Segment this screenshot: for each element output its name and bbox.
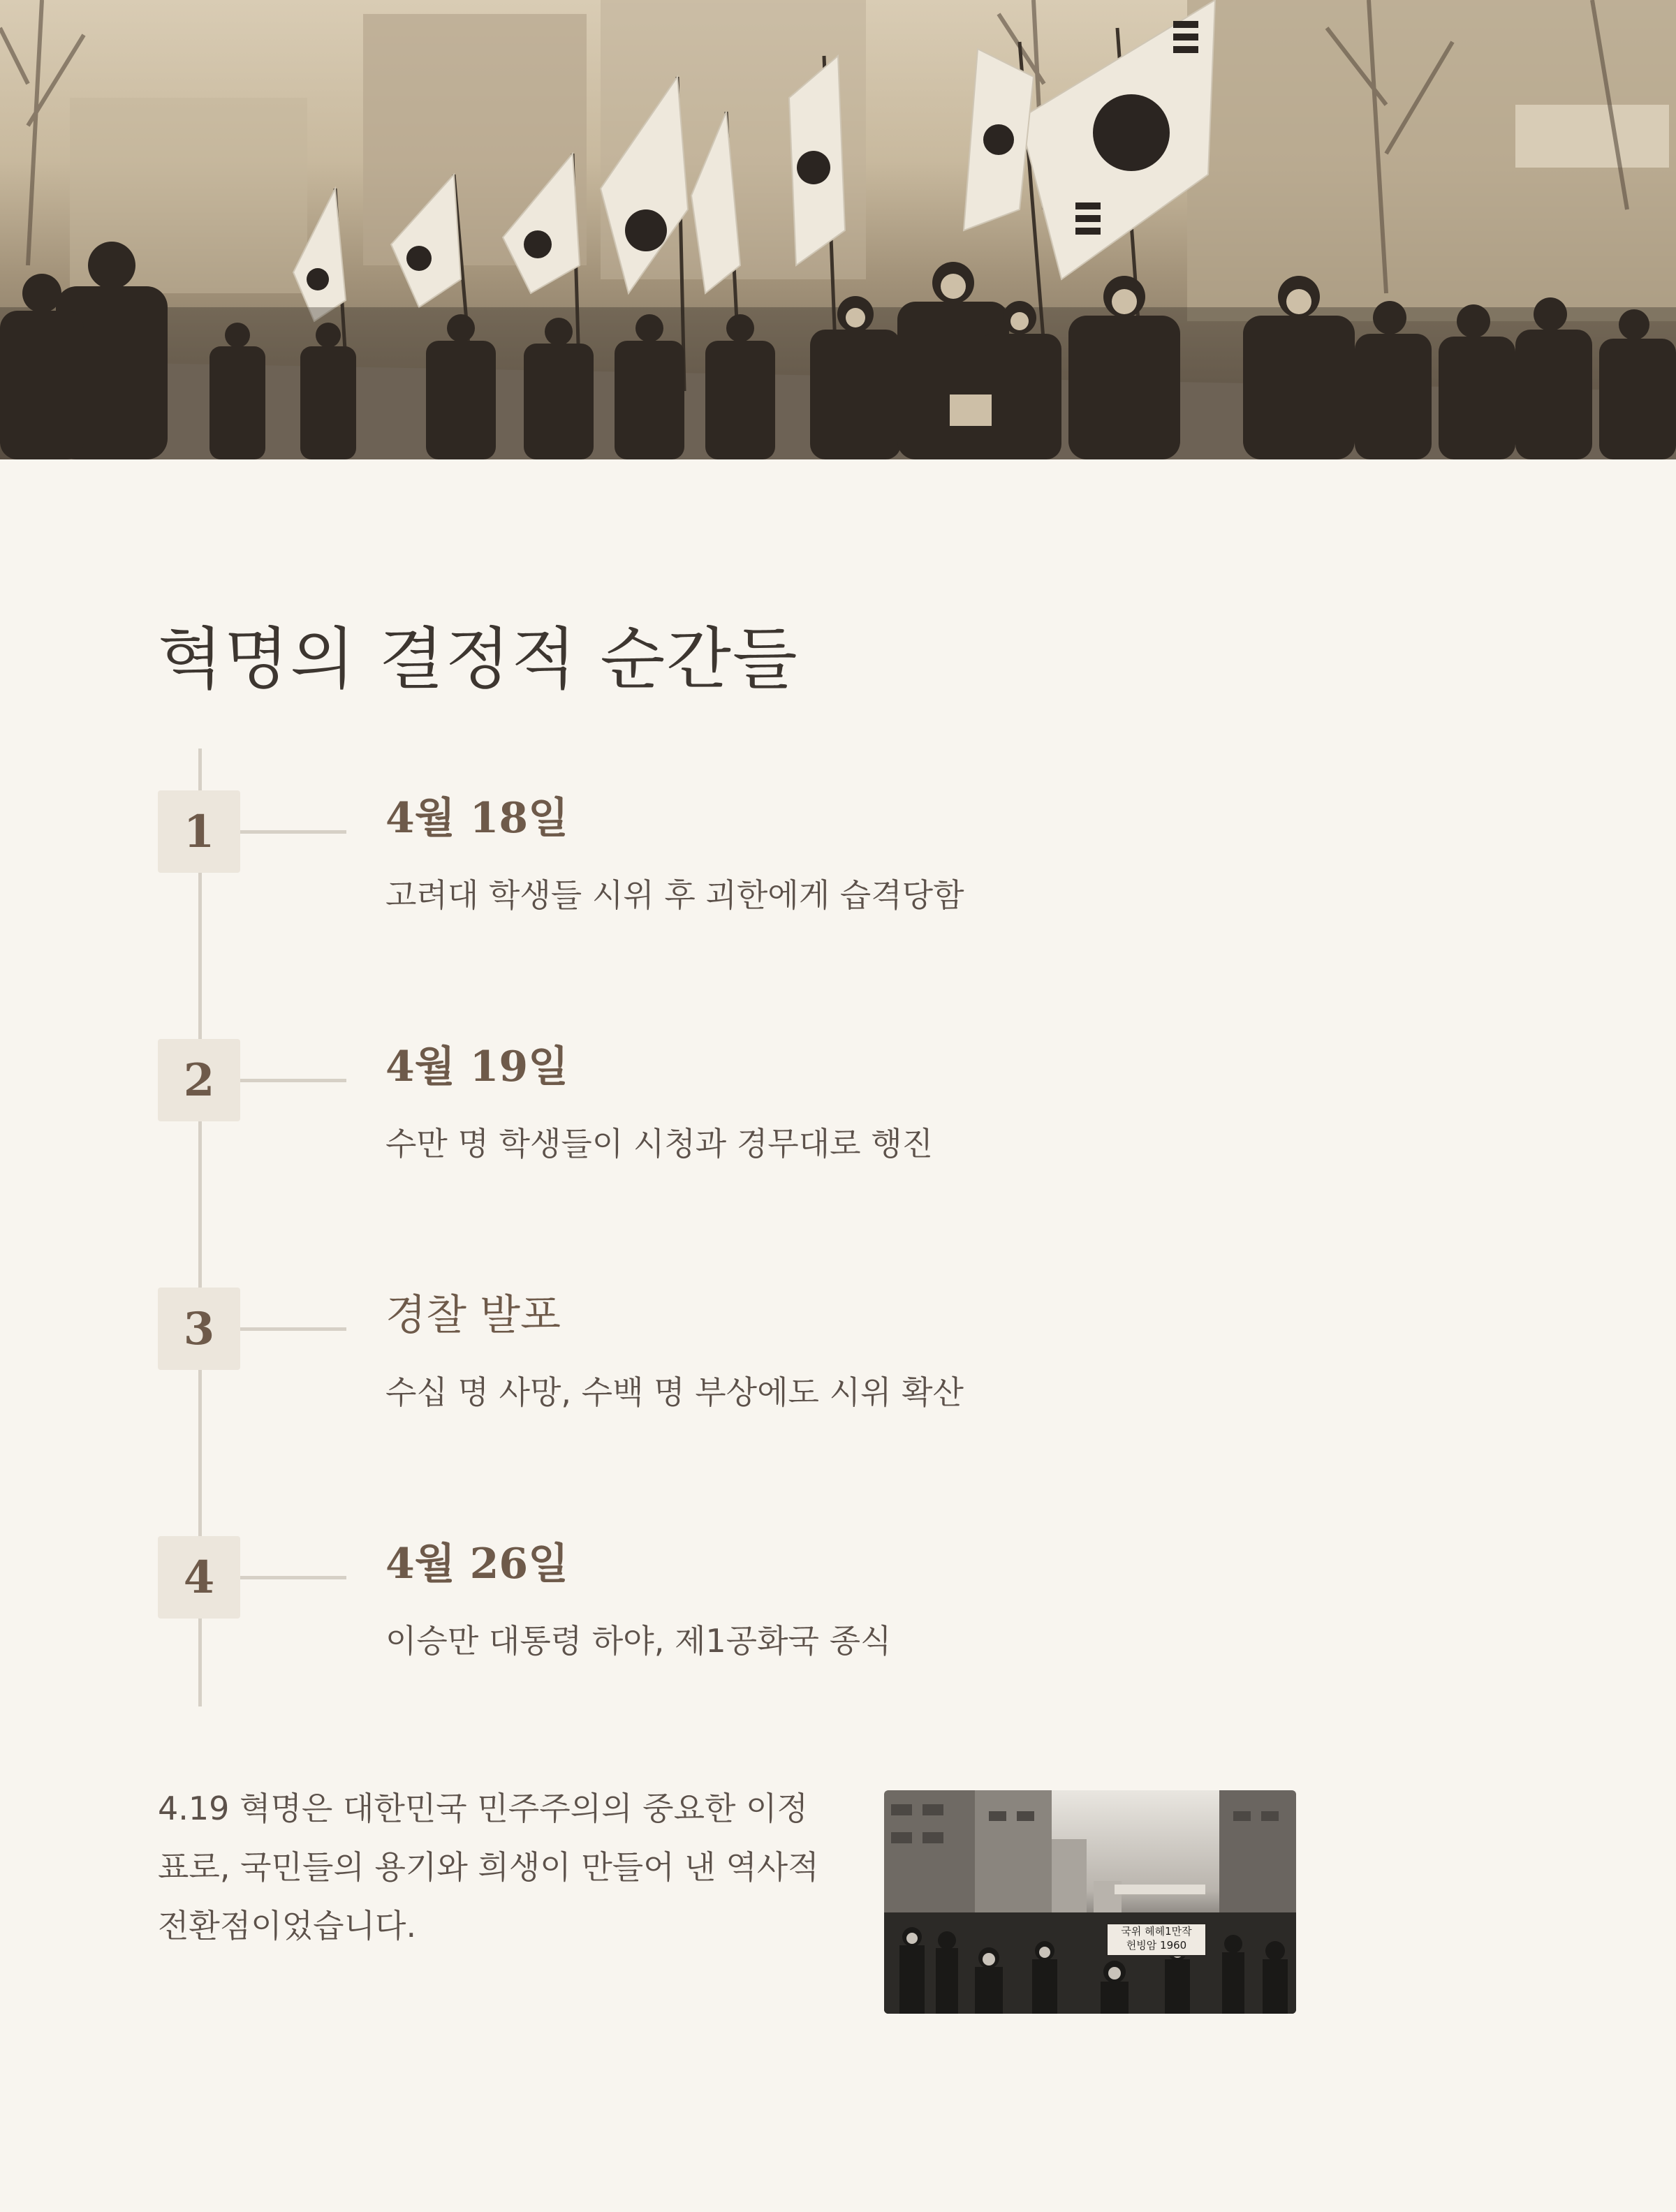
timeline-connector bbox=[240, 830, 346, 834]
timeline-item bbox=[158, 1039, 1275, 1179]
protest-banner bbox=[1106, 1923, 1207, 1956]
timeline-number-badge: 4 bbox=[158, 1536, 240, 1619]
timeline-heading: 경찰 발포 bbox=[385, 1291, 561, 1340]
summary-text: 4.19 혁명은 대한민국 민주주의의 중요한 이정표로, 국민들의 용기와 희생이 만들어 낸 역사적 전환점이었습니다. bbox=[158, 1790, 819, 1945]
thumbnail-illustration bbox=[884, 1790, 1296, 2014]
protest-thumbnail-photo bbox=[884, 1790, 1296, 2014]
timeline-description: 수십 명 사망, 수백 명 부상에도 시위 확산 bbox=[385, 1373, 964, 1411]
timeline-item bbox=[158, 790, 1275, 930]
hero-illustration bbox=[0, 0, 1676, 459]
timeline-heading: 4월 19일 bbox=[385, 1042, 569, 1091]
timeline-number-badge: 3 bbox=[158, 1288, 240, 1370]
timeline-description: 수만 명 학생들이 시청과 경무대로 행진 bbox=[385, 1125, 934, 1163]
hero-photo bbox=[0, 0, 1676, 459]
timeline-number-badge: 2 bbox=[158, 1039, 240, 1121]
timeline-item bbox=[158, 1536, 1275, 1676]
timeline-number-badge: 1 bbox=[158, 790, 240, 873]
protest-banner-line-1: 국위 헤헤1만작 bbox=[1121, 1925, 1192, 1938]
timeline-connector bbox=[240, 1576, 346, 1579]
timeline-connector bbox=[240, 1327, 346, 1331]
timeline-description: 고려대 학생들 시위 후 괴한에게 습격당함 bbox=[385, 876, 964, 914]
page-title: 혁명의 결정적 순간들 bbox=[158, 620, 799, 698]
protest-banner-line-2: 헌빙암 1960 bbox=[1126, 1939, 1187, 1952]
timeline-connector bbox=[240, 1079, 346, 1082]
timeline-heading: 4월 26일 bbox=[385, 1540, 569, 1588]
timeline-item bbox=[158, 1288, 1275, 1427]
timeline-heading: 4월 18일 bbox=[385, 794, 569, 843]
timeline-description: 이승만 대통령 하야, 제1공화국 종식 bbox=[385, 1622, 892, 1660]
